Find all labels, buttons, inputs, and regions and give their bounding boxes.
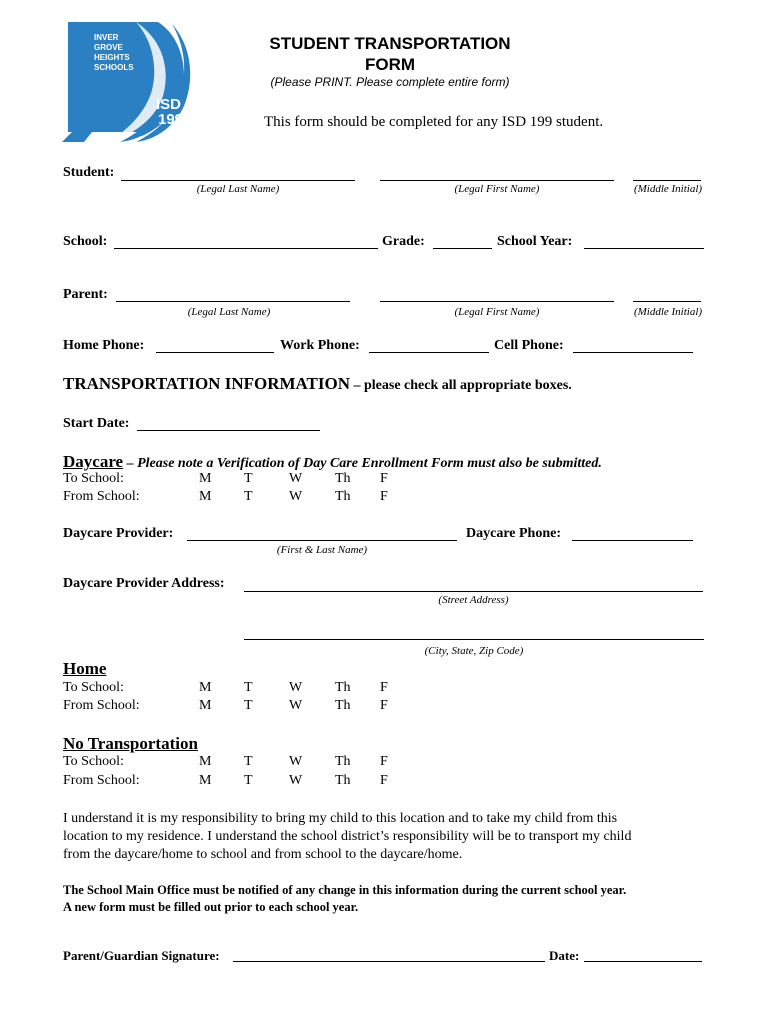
daycare-to-school-label: To School:	[63, 471, 124, 486]
home-to-day-th[interactable]: Th	[335, 680, 351, 695]
daycare-phone-label: Daycare Phone:	[466, 526, 561, 541]
daycare-to-day-th[interactable]: Th	[335, 471, 351, 486]
daycare-from-day-w[interactable]: W	[289, 489, 303, 504]
home-from-day-w[interactable]: W	[289, 698, 303, 713]
home-to-school-label: To School:	[63, 680, 124, 695]
cell-phone-field[interactable]	[573, 352, 693, 353]
student-last-caption: (Legal Last Name)	[196, 183, 280, 195]
grade-field[interactable]	[433, 248, 492, 249]
statement-line1: I understand it is my responsibility to bring my child to this location and to take my child from this	[63, 811, 618, 826]
school-year-field[interactable]	[584, 248, 704, 249]
parent-first-name-field[interactable]	[380, 301, 614, 302]
daycare-to-day-f[interactable]: F	[380, 471, 388, 486]
transportation-heading-title: TRANSPORTATION INFORMATION	[63, 374, 350, 393]
parent-last-name-field[interactable]	[116, 301, 350, 302]
parent-last-caption: (Legal Last Name)	[187, 306, 271, 318]
none-to-day-t[interactable]: T	[244, 754, 253, 769]
daycare-heading-note: – Please note a Verification of Day Care Enrollment Form must also be submitted.	[123, 456, 602, 471]
transportation-heading	[63, 374, 572, 394]
home-to-day-w[interactable]: W	[289, 680, 303, 695]
no-transportation-heading: No Transportation	[63, 734, 198, 753]
daycare-provider-field[interactable]	[187, 540, 457, 541]
logo-line3: HEIGHTS	[94, 53, 130, 62]
daycare-city-caption: (City, State, Zip Code)	[424, 645, 524, 657]
notice-line2: A new form must be filled out prior to each school year.	[63, 900, 359, 914]
daycare-heading-title: Daycare	[63, 452, 124, 471]
daycare-from-school-label: From School:	[63, 489, 140, 504]
student-middle-initial-field[interactable]	[633, 180, 701, 181]
logo-number: 199	[158, 111, 184, 128]
school-field[interactable]	[114, 248, 378, 249]
daycare-from-day-m[interactable]: M	[199, 489, 212, 504]
daycare-provider-label: Daycare Provider:	[63, 526, 174, 541]
start-date-label: Start Date:	[63, 416, 130, 431]
home-from-day-th[interactable]: Th	[335, 698, 351, 713]
form-title-line1: STUDENT TRANSPORTATION	[269, 34, 511, 53]
statement-line2: location to my residence. I understand the school district’s responsibility will be to transport my child	[63, 829, 632, 844]
none-from-day-th[interactable]: Th	[335, 773, 351, 788]
school-year-label: School Year:	[497, 234, 573, 249]
notice-line1: The School Main Office must be notified of any change in this information during the current school year.	[63, 883, 627, 897]
daycare-from-day-f[interactable]: F	[380, 489, 388, 504]
home-from-day-t[interactable]: T	[244, 698, 253, 713]
daycare-to-day-m[interactable]: M	[199, 471, 212, 486]
student-last-name-field[interactable]	[121, 180, 355, 181]
signature-label: Parent/Guardian Signature:	[63, 948, 220, 963]
home-to-day-m[interactable]: M	[199, 680, 212, 695]
parent-middle-caption: (Middle Initial)	[633, 306, 703, 318]
daycare-heading	[63, 452, 602, 472]
student-label: Student:	[63, 165, 115, 180]
date-field[interactable]	[584, 961, 702, 962]
student-first-name-field[interactable]	[380, 180, 614, 181]
daycare-city-field[interactable]	[244, 639, 704, 640]
logo-line2: GROVE	[94, 43, 123, 52]
date-label: Date:	[549, 948, 580, 963]
none-from-day-w[interactable]: W	[289, 773, 303, 788]
daycare-provider-caption: (First & Last Name)	[276, 544, 368, 556]
daycare-from-day-th[interactable]: Th	[335, 489, 351, 504]
none-from-day-t[interactable]: T	[244, 773, 253, 788]
logo-line4: SCHOOLS	[94, 63, 134, 72]
signature-field[interactable]	[233, 961, 545, 962]
home-to-day-t[interactable]: T	[244, 680, 253, 695]
school-label: School:	[63, 234, 108, 249]
student-first-caption: (Legal First Name)	[454, 183, 540, 195]
home-heading: Home	[63, 659, 107, 678]
form-intro: This form should be completed for any ISD 199 student.	[264, 114, 604, 130]
daycare-to-day-t[interactable]: T	[244, 471, 253, 486]
daycare-to-day-w[interactable]: W	[289, 471, 303, 486]
form-title-line2: FORM	[364, 55, 416, 74]
logo-isd: ISD	[156, 96, 182, 113]
work-phone-field[interactable]	[369, 352, 489, 353]
home-phone-field[interactable]	[156, 352, 274, 353]
none-from-school-label: From School:	[63, 773, 140, 788]
logo-line1: INVER	[94, 33, 119, 42]
daycare-address-label: Daycare Provider Address:	[63, 576, 225, 591]
none-to-day-m[interactable]: M	[199, 754, 212, 769]
parent-first-caption: (Legal First Name)	[454, 306, 540, 318]
parent-label: Parent:	[63, 287, 108, 302]
daycare-street-field[interactable]	[244, 591, 703, 592]
home-phone-label: Home Phone:	[63, 338, 145, 353]
daycare-phone-field[interactable]	[572, 540, 693, 541]
student-middle-caption: (Middle Initial)	[633, 183, 703, 195]
logo-text	[94, 33, 134, 73]
none-to-day-w[interactable]: W	[289, 754, 303, 769]
none-from-day-f[interactable]: F	[380, 773, 388, 788]
form-subtitle: (Please PRINT. Please complete entire form)	[270, 75, 510, 89]
none-to-day-th[interactable]: Th	[335, 754, 351, 769]
home-from-day-f[interactable]: F	[380, 698, 388, 713]
cell-phone-label: Cell Phone:	[494, 338, 564, 353]
work-phone-label: Work Phone:	[280, 338, 360, 353]
none-to-day-f[interactable]: F	[380, 754, 388, 769]
daycare-street-caption: (Street Address)	[438, 594, 509, 606]
transportation-heading-note: – please check all appropriate boxes.	[350, 378, 572, 393]
parent-middle-initial-field[interactable]	[633, 301, 701, 302]
daycare-from-day-t[interactable]: T	[244, 489, 253, 504]
home-from-school-label: From School:	[63, 698, 140, 713]
home-to-day-f[interactable]: F	[380, 680, 388, 695]
none-to-school-label: To School:	[63, 754, 124, 769]
start-date-field[interactable]	[137, 430, 320, 431]
home-from-day-m[interactable]: M	[199, 698, 212, 713]
grade-label: Grade:	[382, 234, 425, 249]
none-from-day-m[interactable]: M	[199, 773, 212, 788]
statement-line3: from the daycare/home to school and from school to the daycare/home.	[63, 847, 463, 862]
